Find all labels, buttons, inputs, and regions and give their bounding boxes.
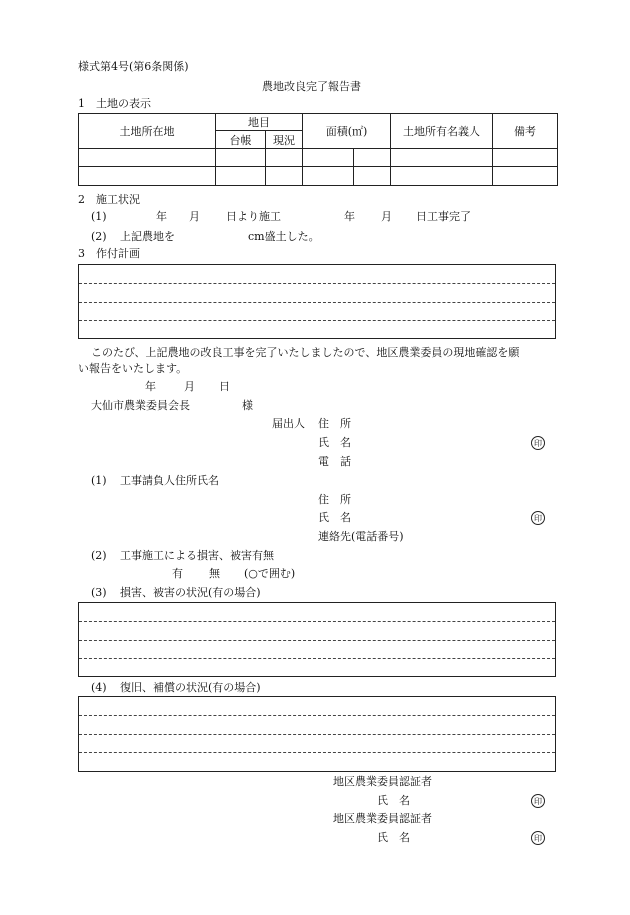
damage-status-box[interactable]	[78, 602, 556, 677]
header-chimoku: 地目	[216, 114, 303, 131]
dashed-line	[79, 302, 555, 303]
damage-heading-number: (2)	[91, 549, 107, 562]
damage-instruction: (○で囲む)	[244, 567, 296, 580]
applicant-name-label: 氏 名	[318, 436, 351, 449]
start-month-label: 月	[189, 210, 200, 223]
certifier2-name-label: 氏 名	[377, 831, 410, 844]
damage-status-heading-number: (3)	[91, 586, 107, 599]
start-year-label: 年	[156, 210, 167, 223]
table-row	[79, 167, 558, 186]
restoration-box[interactable]	[78, 696, 556, 772]
daicho-cell[interactable]	[216, 149, 266, 167]
restoration-heading-number: (4)	[91, 681, 107, 694]
certifier1-seal-icon: 印	[531, 794, 545, 808]
damage-status-heading: 損害、被害の状況(有の場合)	[120, 586, 261, 599]
daicho-cell[interactable]	[216, 167, 266, 186]
dashed-line	[79, 640, 555, 641]
genkyo-cell[interactable]	[266, 167, 303, 186]
contractor-contact-label: 連絡先(電話番号)	[318, 530, 404, 543]
area-cell[interactable]	[303, 149, 354, 167]
certifier1-label: 地区農業委員認証者	[333, 775, 432, 788]
remarks-cell[interactable]	[493, 167, 558, 186]
dashed-line	[79, 734, 555, 735]
addressee-honorific: 様	[242, 399, 253, 412]
table-row	[79, 149, 558, 167]
land-table	[78, 113, 558, 186]
section3-heading: 3 作付計画	[78, 247, 140, 260]
construction-line2-number: (2)	[91, 230, 107, 243]
dashed-line	[79, 715, 555, 716]
certifier2-seal-icon: 印	[531, 831, 545, 845]
fill-land-label: 上記農地を	[120, 230, 175, 243]
section2-heading: 2 施工状況	[78, 193, 140, 206]
report-paragraph-line2: い報告をいたします。	[78, 362, 188, 375]
contractor-name-label: 氏 名	[318, 511, 351, 524]
end-year-label: 年	[344, 210, 355, 223]
certifier1-name-label: 氏 名	[377, 794, 410, 807]
header-remarks: 備考	[493, 114, 558, 149]
dashed-line	[79, 752, 555, 753]
dashed-line	[79, 283, 555, 284]
location-cell[interactable]	[79, 167, 216, 186]
date-month-label: 月	[184, 380, 195, 393]
fill-cm-label: cm盛土した。	[248, 230, 320, 243]
start-day-label: 日より施工	[226, 210, 281, 223]
owner-cell[interactable]	[391, 167, 493, 186]
header-location: 土地所在地	[79, 114, 216, 149]
header-area: 面積(㎡)	[303, 114, 391, 149]
certifier2-label: 地区農業委員認証者	[333, 812, 432, 825]
planting-plan-box[interactable]	[78, 264, 556, 339]
restoration-heading: 復旧、補償の状況(有の場合)	[120, 681, 261, 694]
location-cell[interactable]	[79, 149, 216, 167]
contractor-address-label: 住 所	[318, 493, 351, 506]
remarks-cell[interactable]	[493, 149, 558, 167]
addressee: 大仙市農業委員会長	[91, 399, 190, 412]
area-sub-cell[interactable]	[354, 167, 391, 186]
applicant-phone-label: 電 話	[318, 455, 351, 468]
header-daicho: 台帳	[216, 131, 266, 149]
damage-no-option[interactable]: 無	[209, 567, 220, 580]
date-day-label: 日	[219, 380, 230, 393]
construction-line1-number: (1)	[91, 210, 107, 223]
contractor-seal-icon: 印	[531, 511, 545, 525]
document-title: 農地改良完了報告書	[262, 80, 361, 93]
applicant-seal-icon: 印	[531, 436, 545, 450]
damage-yes-option[interactable]: 有	[172, 567, 183, 580]
applicant-label: 届出人	[272, 417, 305, 430]
end-day-label: 日工事完了	[416, 210, 471, 223]
contractor-heading-number: (1)	[91, 474, 107, 487]
contractor-heading: 工事請負人住所氏名	[120, 474, 219, 487]
damage-heading: 工事施工による損害、被害有無	[120, 549, 274, 562]
form-number: 様式第4号(第6条関係)	[78, 60, 189, 73]
area-cell[interactable]	[303, 167, 354, 186]
report-paragraph-line1: このたび、上記農地の改良工事を完了いたしましたので、地区農業委員の現地確認を願	[91, 346, 520, 359]
applicant-address-label: 住 所	[318, 417, 351, 430]
end-month-label: 月	[381, 210, 392, 223]
header-genkyo: 現況	[266, 131, 303, 149]
dashed-line	[79, 320, 555, 321]
dashed-line	[79, 658, 555, 659]
area-sub-cell[interactable]	[354, 149, 391, 167]
dashed-line	[79, 621, 555, 622]
owner-cell[interactable]	[391, 149, 493, 167]
section1-heading: 1 土地の表示	[78, 97, 151, 110]
header-owner: 土地所有名義人	[391, 114, 493, 149]
date-year-label: 年	[145, 380, 156, 393]
genkyo-cell[interactable]	[266, 149, 303, 167]
